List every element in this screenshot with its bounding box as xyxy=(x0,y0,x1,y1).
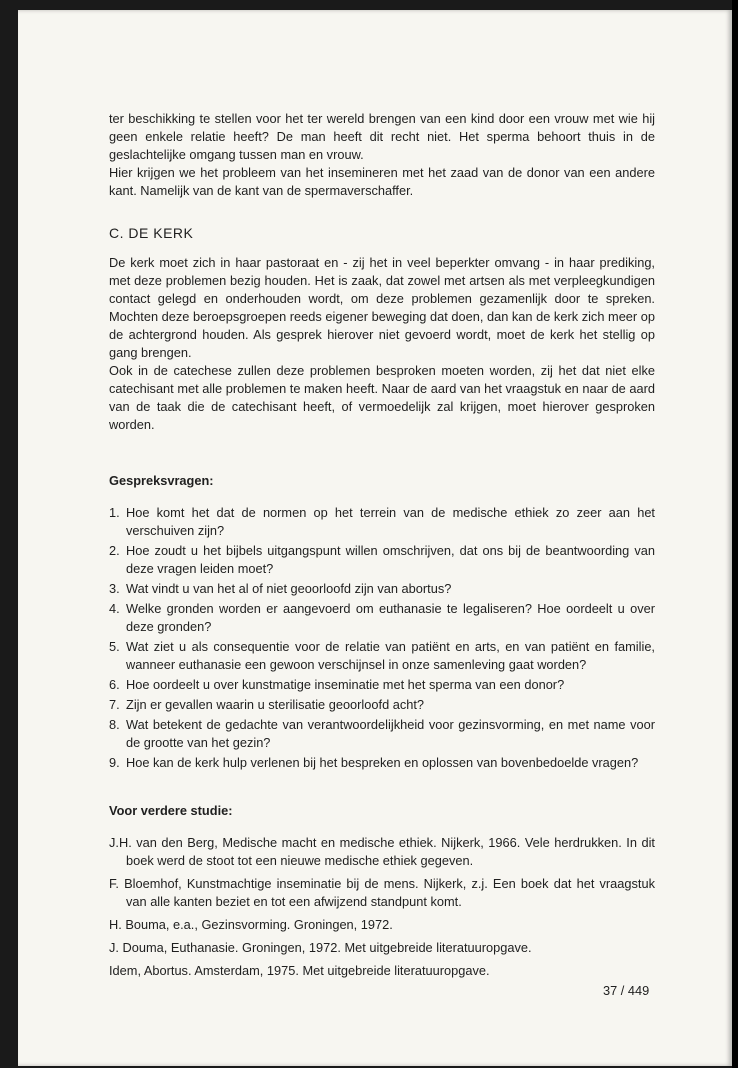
reference-item: Idem, Abortus. Amsterdam, 1975. Met uitgebreide literatuuropgave. xyxy=(109,963,490,978)
list-item xyxy=(109,580,655,598)
list-item-number: 5. xyxy=(109,639,120,654)
list-item-text: Hoe komt het dat de normen op het terrein van de medische ethiek zo zeer aan het verschuiven zijn? xyxy=(126,505,655,538)
intro-paragraph-1: ter beschikking te stellen voor het ter wereld brengen van een kind door een vrouw met wie hij geen enkele relatie heeft? De man heeft dit recht niet. Het sperma behoort thuis in de geslachtelijke omgang tussen man en vrouw. xyxy=(109,111,655,162)
document-page xyxy=(18,10,732,1066)
page-number: 37 / 449 xyxy=(603,983,650,998)
questions-heading: Gespreksvragen: xyxy=(109,473,214,488)
list-item-number: 3. xyxy=(109,581,120,596)
kerk-paragraph-2: Ook in de catechese zullen deze problemen besproken moeten worden, zij het dat niet elke catechisant met alle problemen te maken heeft. Naar de aard van het vraagstuk en naar de aard van de taak die de catechisant heeft, of vermoedelijk zal krijgen, moet hierover gesproken worden. xyxy=(109,363,655,432)
list-item xyxy=(109,542,655,578)
list-item-text: Wat vindt u van het al of niet geoorloofd zijn van abortus? xyxy=(126,581,452,596)
list-item-text: Wat betekent de gedachte van verantwoordelijkheid voor gezinsvorming, en met name voor de grootte van het gezin? xyxy=(126,717,655,750)
reference-item: H. Bouma, e.a., Gezinsvorming. Groningen, 1972. xyxy=(109,917,393,932)
page-content xyxy=(109,110,655,985)
scan-edge xyxy=(732,0,738,1068)
reference-item: J. Douma, Euthanasie. Groningen, 1972. Met uitgebreide literatuuropgave. xyxy=(109,940,532,955)
list-item-text: Hoe zoudt u het bijbels uitgangspunt willen omschrijven, dat ons bij de beantwoording van deze vragen leiden moet? xyxy=(126,543,655,576)
list-item-number: 9. xyxy=(109,755,120,770)
references-list xyxy=(109,834,655,980)
list-item-text: Hoe kan de kerk hulp verlenen bij het bespreken en oplossen van bovenbedoelde vragen? xyxy=(126,755,639,770)
kerk-paragraph-1: De kerk moet zich in haar pastoraat en - zij het in veel beperkter omvang - in haar prediking, met deze problemen bezig houden. Het is zaak, dat zowel met artsen als met verpleegkundigen contact gelegd en onderhouden wordt, om deze problemen gezamenlijk door te spreken. Mochten deze beroepsgroepen reeds eigener beweging dat doen, dan kan de kerk zich meer op de achtergrond houden. Als gesprek hierover niet gevoerd wordt, moet de kerk het stellig op gang brengen. xyxy=(109,255,655,360)
list-item-text: Wat ziet u als consequentie voor de relatie van patiënt en arts, en van patiënt en familie, wanneer euthanasie een gewoon verschijnsel in onze samenleving gaat worden? xyxy=(126,639,655,672)
list-item xyxy=(109,696,655,714)
list-item-number: 7. xyxy=(109,697,120,712)
list-item xyxy=(109,638,655,674)
study-heading: Voor verdere studie: xyxy=(109,803,233,818)
questions-list xyxy=(109,504,655,772)
section-heading: C. DE KERK xyxy=(109,225,194,241)
list-item-number: 8. xyxy=(109,717,120,732)
list-item-text: Hoe oordeelt u over kunstmatige inseminatie met het sperma van een donor? xyxy=(126,677,565,692)
list-item xyxy=(109,754,655,772)
list-item-number: 2. xyxy=(109,543,120,558)
reference-item: J.H. van den Berg, Medische macht en medische ethiek. Nijkerk, 1966. Vele herdrukken. In dit boek werd de stoot tot een nieuwe medische ethiek gegeven. xyxy=(109,835,655,868)
list-item-number: 6. xyxy=(109,677,120,692)
list-item-number: 4. xyxy=(109,601,120,616)
list-item xyxy=(109,716,655,752)
list-item-text: Zijn er gevallen waarin u sterilisatie geoorloofd acht? xyxy=(126,697,425,712)
list-item xyxy=(109,676,655,694)
reference-item: F. Bloemhof, Kunstmachtige inseminatie bij de mens. Nijkerk, z.j. Een boek dat het vraagstuk van alle kanten beziet en tot een afwijzend standpunt komt. xyxy=(109,876,655,909)
list-item xyxy=(109,504,655,540)
intro-paragraph-2: Hier krijgen we het probleem van het insemineren met het zaad van de donor van een andere kant. Namelijk van de kant van de spermaverschaffer. xyxy=(109,165,655,198)
list-item xyxy=(109,600,655,636)
list-item-text: Welke gronden worden er aangevoerd om euthanasie te legaliseren? Hoe oordeelt u over deze gronden? xyxy=(126,601,655,634)
list-item-number: 1. xyxy=(109,505,120,520)
